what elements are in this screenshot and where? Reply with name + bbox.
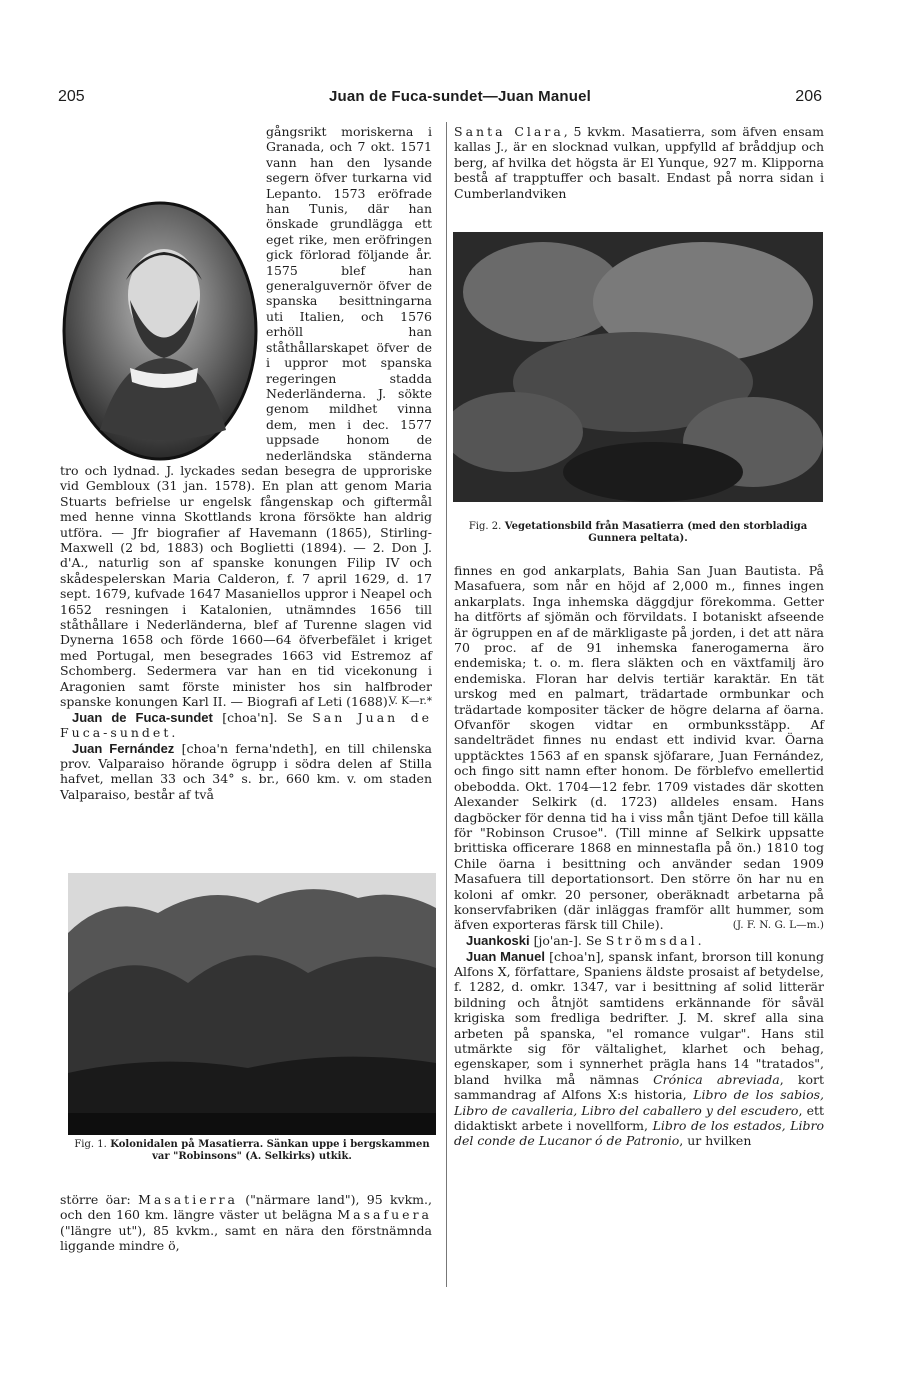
entry-juankoski	[454, 933, 824, 948]
article-don-juan-text: gångsrikt moriskerna i Granada, och 7 okt. 1571 vann han den lysande segern öfver turkarna vid Lepanto. 1573 eröfrade han Tunis, där han önskade grundlägga ett eget rike, men eröfringen gick förlorad följande år. 1575 blef han generalguvernör öfver de spanska besittningarna uti Italien, och 1576 erhöll han ståthållarskapet öfver de i uppror mot spanska regeringen stadda Nederländerna. J. sökte genom mildhet vinna dem, men i dec. 1577 uppsade honom de nederländska ständerna tro och lydnad. J. lyckades sedan besegra de upproriske vid Gembloux (31 jan. 1578). En plan att genom Maria Stuarts befrielse ur engelsk fångenskap och giftermål med henne vinna Skottlands krona försökte han aldrig utföra. — Jfr biografier af Havemann (1865), Stirling-Maxwell (2 bd, 1883) och Boglietti (1894). — 2. Don J. d'A., naturlig son af spanske konungen Filip IV och skådespelerskan Maria Calderon, f. 7 april 1629, d. 17 sept. 1679, kufvade 1647 Masaniellos uppror i Neapel och 1652 resningen i Katalonien, utnämndes 1656 till ståthållare i Nederländerna, blef af Turenne slagen vid Dynerna 1658 och förde 1660—64 öfverbefälet i kriget med Portugal, men besegrades 1663 vid Estremoz af Schomberg. Sedermera var han en tid vicekonung i Aragonien samt förste minister hos sin halfbroder spanske konungen Karl II. — Biografi af Leti (1688).	[60, 124, 432, 710]
work-title-3: Libro de los estados, Libro del conde de Lucanor ó de Patronio	[454, 1118, 824, 1149]
island-santa-clara: Santa Clara	[454, 124, 564, 139]
entry-fuca-text: [choa'n]. Se	[212, 709, 313, 725]
right-column-bottom	[454, 563, 824, 1149]
portrait-image	[60, 200, 260, 462]
entry-fuca	[60, 710, 432, 741]
island-masafuera: Masafuera	[337, 1207, 432, 1223]
page-header	[0, 88, 920, 110]
signature-2: (J. F. N. G. L—m.)	[732, 918, 824, 931]
entry-juankoski-text: [jo'an-]. Se	[529, 933, 606, 949]
right-column-top	[454, 124, 824, 201]
text-segment: , kort sammandrag af Alfons X:s historia,	[454, 1071, 824, 1103]
figure-2-number: Fig. 2.	[468, 521, 502, 532]
left-column	[60, 124, 432, 802]
right-mid-text: finnes en god ankarplats, Bahia San Juan Bautista. På Masafuera, som når en höjd af 2,000 m., finnes ingen ankarplats. Inga inhemska däggdjur förekomma. Getter ha ditförts af sjömän och förvildats. I botaniskt afseende är ögruppen en af de märkligaste på jorden, i det att nära 70 proc. af de 91 inhemska fanerogamerna äro endemiska; t. o. m. flera släkten och en växtfamilj äro endemiska. Floran har delvis tertiär karaktär. En tät urskog med en palmart, trädartade ormbunkar och trädartade kompositer täcker de högre delarna af öarna. Ofvanför skogen vidtar en ormbunksstäpp. Af sandelträdet finnes nu endast ett individ kvar. Öarna upptäcktes 1563 af en spansk sjöfarare, Juan Fernández, och fingo sitt namn efter honom. De förblefvo emellertid obebodda. Okt. 1704—12 febr. 1709 vistades där skotten Alexander Selkirk (d. 1723) alldeles ensam. Hans dagböcker för denna tid ha i viss mån tjänt Defoe till källa för "Robinson Crusoe". (Till minne af Selkirk uppsatte brittiska officerare 1868 en minnestafla på ön.) 1810 tog Chile öarna i besittning och använder sedan 1909 Masafuera till deportationsort. Den större ön har nu en koloni af omkr. 20 personer, oberäknadt arbetarna på konservfabriken (där inläggas framför allt hummer, som äfven exporteras färsk till Chile).	[454, 563, 824, 933]
portrait-figure	[60, 200, 260, 462]
entry-fernandez-continued	[60, 1192, 432, 1254]
left-column-bottom	[60, 1192, 432, 1254]
entry-fuca-ref: San Juan de Fuca-sundet.	[60, 709, 432, 741]
right-top-text: , 5 kvkm. Masatierra, som äfven ensam kallas J., är en slocknad vulkan, uppfylld af bråddjup och berg, af hvilka det högsta är El Yunque, 927 m. Klipporna bestå af trapptuffer och basalt. Endast på norra sidan i Cumberlandviken	[454, 124, 824, 201]
figure-1-caption-text: Kolonidalen på Masatierra. Sänkan uppe i bergskammen var "Robinsons" (A. Selkirks) utkik.	[106, 1139, 430, 1162]
page-number-left: 205	[58, 88, 85, 105]
entry-juankoski-ref: Strömsdal.	[605, 933, 705, 949]
work-title-1: Crónica abreviada	[653, 1071, 780, 1087]
figure-2-caption-text: Vegetationsbild från Masatierra (med den storbladiga Gunnera peltata).	[501, 521, 808, 544]
figure-2-photo	[453, 232, 823, 502]
signature-1: V. K—r.*	[388, 695, 432, 708]
running-title: Juan de Fuca-sundet—Juan Manuel	[328, 88, 592, 105]
headword-juan-manuel: Juan Manuel	[466, 948, 545, 964]
text-segment: större öar:	[60, 1192, 139, 1207]
work-title-2: Libro de los sabios, Libro de cavalleria, Libro del caballero y del escudero	[454, 1087, 824, 1118]
text-segment: , ett didaktiskt arbete i novellform,	[454, 1102, 825, 1134]
entry-fernandez	[60, 741, 432, 803]
text-segment: ("längre ut"), 85 kvkm., samt en nära den förstnämnda liggande mindre ö,	[60, 1222, 432, 1254]
headword-juankoski: Juankoski	[466, 933, 530, 949]
island-masatierra: Masatierra	[138, 1192, 239, 1207]
entry-fernandez-text: [choa'n ferna'ndeth], en till chilenska prov. Valparaiso hörande ögrupp i södra delen af Stilla hafvet, mellan 33 och 34° s. br., 660 km. v. om staden Valparaiso, består af två	[60, 740, 432, 802]
text-segment: , ur hvilken	[679, 1133, 752, 1149]
entry-juan-manuel	[454, 949, 824, 1149]
page-number-right: 206	[795, 88, 822, 105]
headword-fernandez: Juan Fernández	[72, 740, 175, 756]
text-segment: [choa'n], spansk infant, brorson till konung Alfons X, författare, Spaniens äldste prosaist af betydelse, f. 1282, d. omkr. 1347, var i besittning af solid litterär bildning och åtnjöt samtidens erkännande för såväl krigiska som fredliga bedrifter. J. M. skref alla sina arbeten på spanska, "el romance vulgar". Hans stil utmärkte sig för vältalighet, klarhet och behag, egenskaper, som i synnerhet prägla hans 14 "tratados", bland hvilka må nämnas	[454, 948, 824, 1087]
text-segment: ("närmare land"), 95 kvkm., och den 160 km. längre väster ut belägna	[60, 1192, 432, 1223]
figure-1-photo	[68, 873, 436, 1135]
figure-2-caption	[453, 521, 823, 545]
headword-fuca: Juan de Fuca-sundet	[72, 709, 213, 725]
figure-1-number: Fig. 1.	[74, 1139, 107, 1150]
figure-1-caption	[68, 1139, 436, 1163]
column-divider	[446, 122, 447, 1287]
